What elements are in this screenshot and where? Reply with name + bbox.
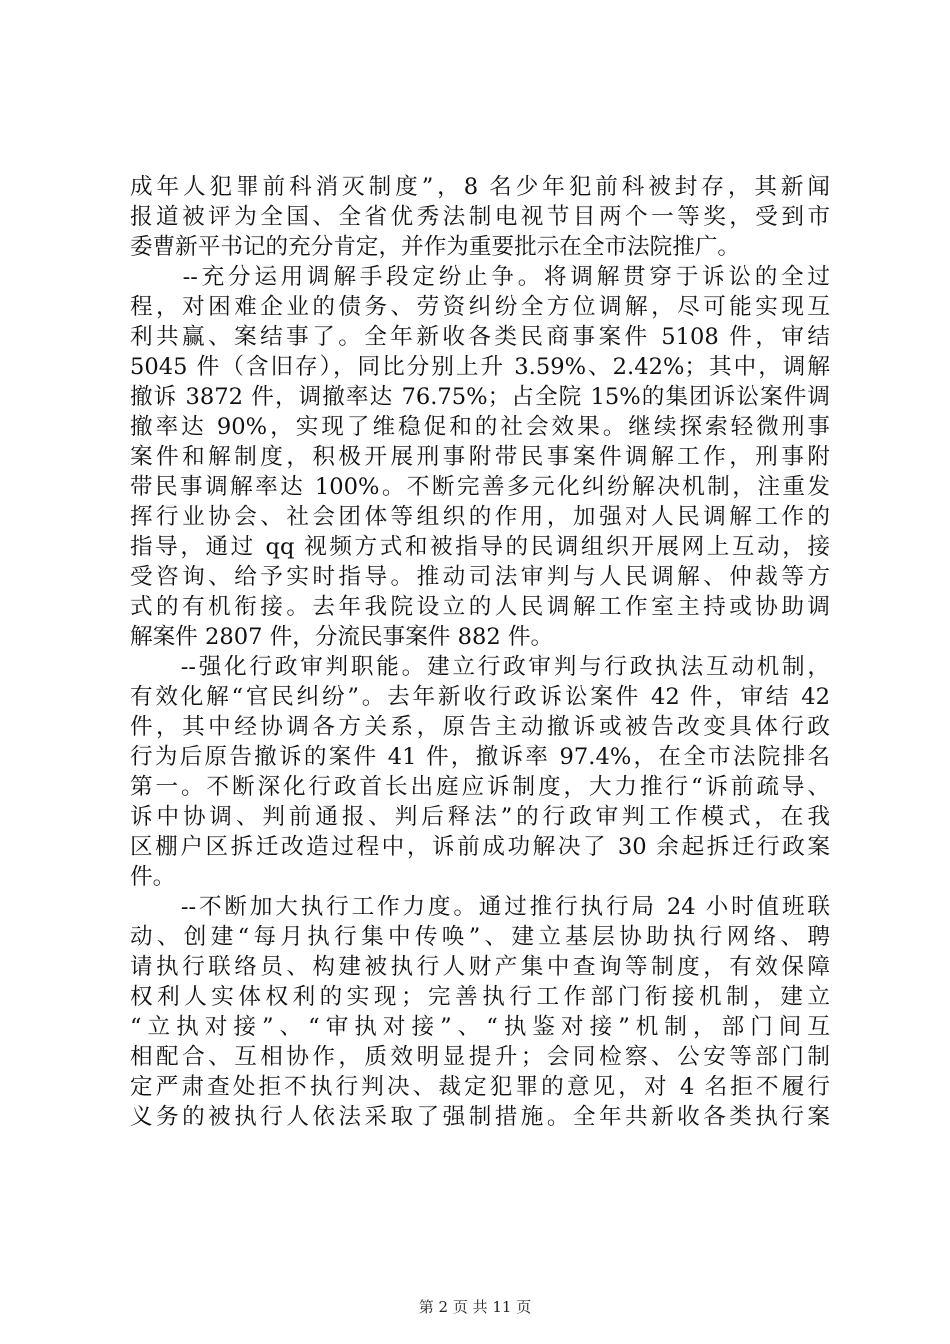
text-line: 定严肃查处拒不执行判决、裁定犯罪的意见，对 4 名拒不履行 (130, 1074, 830, 1100)
text-line: 程，对困难企业的债务、劳资纠纷全方位调解，尽可能实现互 (130, 294, 830, 320)
text-line: 区棚户区拆迁改造过程中，诉前成功解决了 30 余起拆迁行政案 (130, 834, 830, 860)
text-line: 行为后原告撤诉的案件 41 件，撤诉率 97.4%，在全市法院排名 (130, 744, 830, 770)
text-line: 带民事调解率达 100%。不断完善多元化纠纷解决机制，注重发 (130, 474, 830, 500)
text-line: 诉中协调、判前通报、判后释法”的行政审判工作模式，在我 (130, 804, 830, 830)
page-number-label: 第 2 页 共 11 页 (418, 1298, 532, 1316)
text-line: 撤诉 3872 件，调撤率达 76.75%；占全院 15%的集团诉讼案件调 (130, 384, 830, 410)
text-line: 件。 (130, 864, 176, 890)
text-line: 撤率达 90%，实现了维稳促和的社会效果。继续探索轻微刑事 (130, 414, 830, 440)
text-line: 案件和解制度，积极开展刑事附带民事案件调解工作，刑事附 (130, 444, 830, 470)
document-body (130, 172, 830, 1132)
text-line: 有效化解“官民纠纷”。去年新收行政诉讼案件 42 件，审结 42 (130, 684, 830, 710)
text-line: 指导，通过 qq 视频方式和被指导的民调组织开展网上互动，接 (130, 534, 830, 560)
text-line: --不断加大执行工作力度。通过推行执行局 24 小时值班联 (130, 894, 830, 920)
text-line: 利共赢、案结事了。全年新收各类民商事案件 5108 件，审结 (130, 324, 830, 350)
text-line: 相配合、互相协作，质效明显提升；会同检察、公安等部门制 (130, 1044, 830, 1070)
text-line: --强化行政审判职能。建立行政审判与行政执法互动机制， (130, 654, 830, 680)
text-line: 挥行业协会、社会团体等组织的作用，加强对人民调解工作的 (130, 504, 830, 530)
text-line: 5045 件（含旧存），同比分别上升 3.59%、2.42%；其中，调解 (130, 354, 830, 380)
text-line: 受咨询、给予实时指导。推动司法审判与人民调解、仲裁等方 (130, 564, 830, 590)
text-line: 请执行联络员、构建被执行人财产集中查询等制度，有效保障 (130, 954, 830, 980)
text-line: 第一。不断深化行政首长出庭应诉制度，大力推行“诉前疏导、 (130, 774, 830, 800)
text-line: 报道被评为全国、全省优秀法制电视节目两个一等奖，受到市 (130, 204, 830, 230)
text-line: 式的有机衔接。去年我院设立的人民调解工作室主持或协助调 (130, 594, 830, 620)
text-line: --充分运用调解手段定纷止争。将调解贯穿于诉讼的全过 (130, 264, 830, 290)
text-line: 件，其中经协调各方关系，原告主动撤诉或被告改变具体行政 (130, 714, 830, 740)
text-line: 委曹新平书记的充分肯定，并作为重要批示在全市法院推广。 (130, 234, 741, 260)
page-footer (0, 1297, 950, 1317)
text-line: 成年人犯罪前科消灭制度”，8 名少年犯前科被封存，其新闻 (130, 174, 830, 200)
text-line: 义务的被执行人依法采取了强制措施。全年共新收各类执行案 (130, 1104, 830, 1130)
text-line: “立执对接”、“审执对接”、“执鉴对接”机制，部门间互 (130, 1014, 830, 1040)
text-line: 权利人实体权利的实现；完善执行工作部门衔接机制，建立 (130, 984, 830, 1010)
text-line: 动、创建“每月执行集中传唤”、建立基层协助执行网络、聘 (130, 924, 830, 950)
text-line: 解案件 2807 件，分流民事案件 882 件。 (130, 624, 554, 650)
